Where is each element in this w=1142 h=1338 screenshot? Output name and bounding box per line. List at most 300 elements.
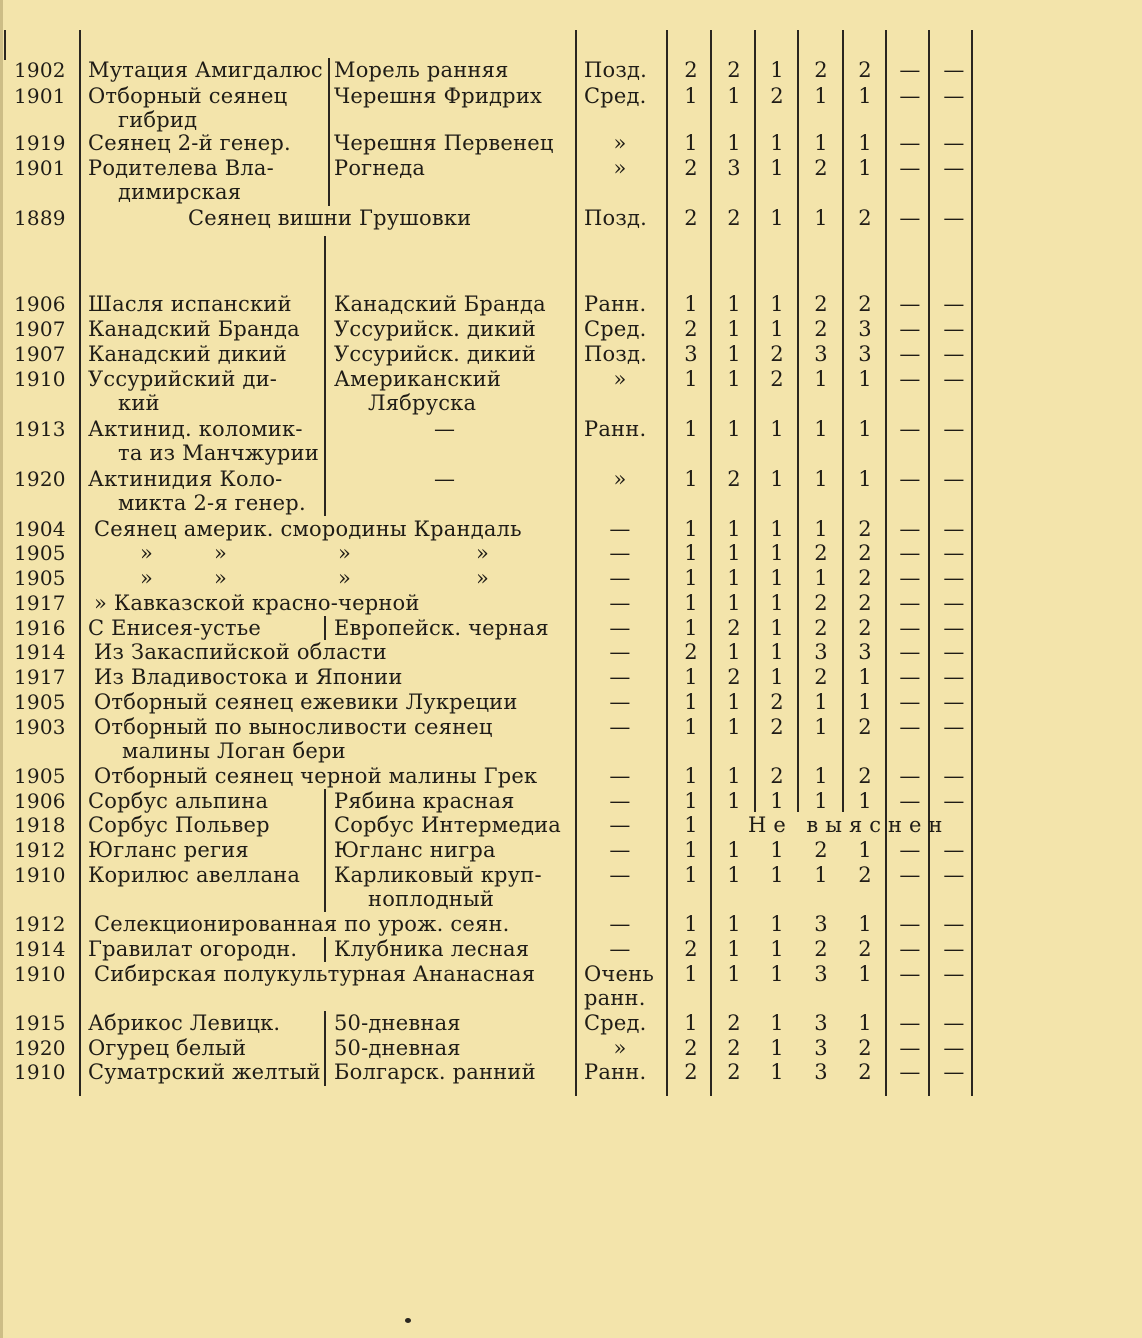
variety-cell: Шасля испанский <box>88 292 292 316</box>
score-cell: 2 <box>684 1060 698 1084</box>
score-cell: 1 <box>684 813 698 837</box>
empty-cell: — <box>943 317 965 341</box>
origin-span-cell: Селекционированная по урож. сеян. <box>94 912 510 936</box>
score-cell: 1 <box>727 912 741 936</box>
year-cell: 1907 <box>14 317 66 341</box>
empty-cell: — <box>899 1060 921 1084</box>
score-cell: 3 <box>858 640 872 664</box>
empty-cell: — <box>899 764 921 788</box>
origin-span-cell: Сибирская полукультурная Ананасная <box>94 962 536 986</box>
ripening-cell: — <box>609 640 631 664</box>
parent-cell: Карликовый круп- <box>334 863 542 887</box>
score-cell: 1 <box>727 863 741 887</box>
score-cell: 1 <box>684 131 698 155</box>
year-cell: 1920 <box>14 1036 66 1060</box>
empty-cell: — <box>899 1036 921 1060</box>
table-row <box>0 206 1142 230</box>
parent-cell: — <box>434 467 456 491</box>
score-cell: 1 <box>770 912 784 936</box>
variety-cell-continuation: микта 2-я генер. <box>118 491 306 515</box>
empty-cell: — <box>943 541 965 565</box>
score-cell: 3 <box>814 912 828 936</box>
score-cell: 2 <box>770 84 784 108</box>
empty-cell: — <box>899 863 921 887</box>
parent-cell: Уссурийск. дикий <box>334 317 536 341</box>
ripening-cell: — <box>609 912 631 936</box>
variety-cell-continuation: кий <box>118 391 160 415</box>
score-cell: 1 <box>727 417 741 441</box>
ripening-cell: — <box>609 517 631 541</box>
year-cell: 1910 <box>14 962 66 986</box>
variety-cell: Сорбус альпина <box>88 789 269 813</box>
empty-cell: — <box>899 838 921 862</box>
score-cell: 1 <box>858 690 872 714</box>
score-cell: 2 <box>684 58 698 82</box>
score-cell: 1 <box>727 937 741 961</box>
empty-cell: — <box>943 690 965 714</box>
parent-cell: — <box>434 417 456 441</box>
score-cell: 2 <box>684 640 698 664</box>
table-row <box>0 517 1142 541</box>
empty-cell: — <box>899 640 921 664</box>
variety-cell-continuation: гибрид <box>118 108 198 132</box>
parent-cell: Рогнеда <box>334 156 426 180</box>
table-row <box>0 962 1142 1010</box>
score-cell: 2 <box>684 317 698 341</box>
empty-cell: — <box>899 367 921 391</box>
empty-cell: — <box>943 665 965 689</box>
variety-cell: Канадский дикий <box>88 342 287 366</box>
variety-cell: Сорбус Польвер <box>88 813 270 837</box>
ripening-cell: » <box>613 131 627 155</box>
table-row <box>0 1011 1142 1035</box>
ripening-cell: » <box>613 367 627 391</box>
score-cell: 1 <box>858 912 872 936</box>
year-cell: 1906 <box>14 789 66 813</box>
ditto-mark: » <box>338 566 352 590</box>
year-cell: 1904 <box>14 517 66 541</box>
score-cell: 1 <box>684 912 698 936</box>
score-cell: 2 <box>858 616 872 640</box>
score-cell: 2 <box>770 690 784 714</box>
ripening-cell: Очень <box>584 962 654 986</box>
year-cell: 1914 <box>14 937 66 961</box>
ripening-cell: — <box>609 937 631 961</box>
score-cell: 1 <box>684 541 698 565</box>
score-cell: 1 <box>727 292 741 316</box>
score-cell: 1 <box>770 566 784 590</box>
origin-span-cell: Отборный по выносливости сеянец <box>94 715 493 739</box>
score-cell: 1 <box>684 467 698 491</box>
score-cell: 1 <box>770 417 784 441</box>
parent-cell: Югланс нигра <box>334 838 496 862</box>
score-cell: 1 <box>684 84 698 108</box>
score-cell: 2 <box>814 838 828 862</box>
parent-cell: Морель ранняя <box>334 58 509 82</box>
empty-cell: — <box>899 206 921 230</box>
score-cell: 1 <box>770 665 784 689</box>
score-cell: 1 <box>727 131 741 155</box>
score-cell: 1 <box>684 616 698 640</box>
score-cell: 1 <box>770 789 784 813</box>
origin-span-cell: Сеянец вишни Грушовки <box>188 206 472 230</box>
score-cell: 3 <box>814 1060 828 1084</box>
empty-cell: — <box>943 1060 965 1084</box>
empty-cell: — <box>943 640 965 664</box>
score-cell: 1 <box>727 84 741 108</box>
table-row <box>0 541 1142 565</box>
year-cell: 1918 <box>14 813 66 837</box>
score-cell: 1 <box>814 206 828 230</box>
score-cell: 1 <box>858 131 872 155</box>
table-row <box>0 1060 1142 1084</box>
empty-cell: — <box>899 342 921 366</box>
score-cell: 2 <box>770 764 784 788</box>
empty-cell: — <box>943 912 965 936</box>
score-cell: 1 <box>770 591 784 615</box>
score-cell: 1 <box>684 1011 698 1035</box>
ripening-cell: Сред. <box>584 84 647 108</box>
score-cell: 1 <box>684 591 698 615</box>
ripening-cell: — <box>609 789 631 813</box>
score-cell: 1 <box>727 764 741 788</box>
ripening-cell-continuation: ранн. <box>584 986 646 1010</box>
empty-cell: — <box>899 616 921 640</box>
empty-cell: — <box>943 863 965 887</box>
score-cell: 3 <box>814 962 828 986</box>
score-cell: 1 <box>858 665 872 689</box>
ditto-mark: » <box>338 541 352 565</box>
score-cell: 3 <box>814 1011 828 1035</box>
origin-span-cell: » Кавказской красно-черной <box>94 591 420 615</box>
year-cell: 1917 <box>14 665 66 689</box>
variety-cell: Уссурийский ди- <box>88 367 278 391</box>
empty-cell: — <box>943 764 965 788</box>
ripening-cell: — <box>609 690 631 714</box>
score-cell: 1 <box>814 417 828 441</box>
score-cell: 2 <box>858 292 872 316</box>
empty-cell: — <box>899 1011 921 1035</box>
score-cell: 1 <box>814 131 828 155</box>
parent-cell: 50-дневная <box>334 1011 461 1035</box>
score-cell: 1 <box>814 566 828 590</box>
empty-cell: — <box>899 665 921 689</box>
score-cell: 1 <box>684 764 698 788</box>
score-cell: 1 <box>684 715 698 739</box>
table-row <box>0 690 1142 714</box>
score-cell: 1 <box>814 789 828 813</box>
ripening-cell: — <box>609 566 631 590</box>
ripening-cell: Ранн. <box>584 292 647 316</box>
table-row <box>0 813 1142 837</box>
score-cell: 2 <box>727 1011 741 1035</box>
score-cell: 1 <box>684 665 698 689</box>
parent-cell: Черешня Фридрих <box>334 84 543 108</box>
variety-cell: Актинидия Коло- <box>88 467 283 491</box>
ripening-cell: » <box>613 467 627 491</box>
year-cell: 1910 <box>14 863 66 887</box>
parent-cell: Сорбус Интермедиа <box>334 813 561 837</box>
variety-cell: Мутация Амигдалюс <box>88 58 323 82</box>
score-cell: 1 <box>684 962 698 986</box>
score-cell: 1 <box>770 517 784 541</box>
origin-span-continuation: малины Логан бери <box>122 739 346 763</box>
ripening-cell: Сред. <box>584 1011 647 1035</box>
score-cell: 1 <box>684 517 698 541</box>
score-cell: 1 <box>770 206 784 230</box>
year-cell: 1903 <box>14 715 66 739</box>
ink-dot <box>405 1318 411 1323</box>
note-cell: Не выяснен <box>748 813 950 837</box>
score-cell: 1 <box>727 541 741 565</box>
ripening-cell: — <box>609 813 631 837</box>
score-cell: 2 <box>858 937 872 961</box>
year-cell: 1905 <box>14 541 66 565</box>
year-cell: 1907 <box>14 342 66 366</box>
score-cell: 1 <box>727 962 741 986</box>
score-cell: 2 <box>858 541 872 565</box>
score-cell: 1 <box>770 1060 784 1084</box>
score-cell: 1 <box>814 467 828 491</box>
variety-cell: Родителева Вла- <box>88 156 274 180</box>
empty-cell: — <box>899 690 921 714</box>
empty-cell: — <box>943 715 965 739</box>
score-cell: 2 <box>727 1060 741 1084</box>
table-row <box>0 417 1142 465</box>
score-cell: 2 <box>858 591 872 615</box>
score-cell: 2 <box>858 863 872 887</box>
parent-cell: 50-дневная <box>334 1036 461 1060</box>
score-cell: 2 <box>727 58 741 82</box>
empty-cell: — <box>899 156 921 180</box>
year-cell: 1919 <box>14 131 66 155</box>
empty-cell: — <box>943 156 965 180</box>
ripening-cell: — <box>609 665 631 689</box>
score-cell: 2 <box>858 1036 872 1060</box>
variety-cell: Суматрский желтый <box>88 1060 321 1084</box>
parent-cell-continuation: ноплодный <box>368 887 495 911</box>
score-cell: 2 <box>858 1060 872 1084</box>
table-row <box>0 156 1142 204</box>
parent-cell: Уссурийск. дикий <box>334 342 536 366</box>
parent-cell: Европейск. черная <box>334 616 549 640</box>
score-cell: 1 <box>684 838 698 862</box>
score-cell: 2 <box>727 665 741 689</box>
year-cell: 1901 <box>14 84 66 108</box>
empty-cell: — <box>943 467 965 491</box>
score-cell: 2 <box>858 764 872 788</box>
score-cell: 2 <box>814 317 828 341</box>
empty-cell: — <box>899 292 921 316</box>
empty-cell: — <box>899 937 921 961</box>
variety-cell-continuation: та из Манчжурии <box>118 441 319 465</box>
score-cell: 1 <box>727 640 741 664</box>
score-cell: 3 <box>858 317 872 341</box>
table-row <box>0 616 1142 640</box>
empty-cell: — <box>899 84 921 108</box>
ripening-cell: — <box>609 715 631 739</box>
score-cell: 1 <box>727 517 741 541</box>
score-cell: 1 <box>814 863 828 887</box>
ditto-mark: » <box>214 566 228 590</box>
score-cell: 1 <box>727 317 741 341</box>
year-cell: 1910 <box>14 1060 66 1084</box>
score-cell: 1 <box>684 367 698 391</box>
table-row <box>0 367 1142 415</box>
left-margin-rule <box>4 30 6 60</box>
score-cell: 2 <box>684 206 698 230</box>
table-row <box>0 937 1142 961</box>
score-cell: 2 <box>858 566 872 590</box>
table-row <box>0 640 1142 664</box>
empty-cell: — <box>943 58 965 82</box>
variety-cell: Югланс регия <box>88 838 249 862</box>
score-cell: 2 <box>858 58 872 82</box>
year-cell: 1920 <box>14 467 66 491</box>
score-cell: 2 <box>770 367 784 391</box>
ripening-cell: — <box>609 616 631 640</box>
ripening-cell: — <box>609 838 631 862</box>
year-cell: 1906 <box>14 292 66 316</box>
score-cell: 3 <box>814 342 828 366</box>
table-row <box>0 838 1142 862</box>
score-cell: 1 <box>770 541 784 565</box>
ripening-cell: Позд. <box>584 58 648 82</box>
score-cell: 2 <box>814 58 828 82</box>
parent-cell: Черешня Первенец <box>334 131 554 155</box>
ditto-mark: » <box>140 541 154 565</box>
origin-span-cell: Отборный сеянец черной малины Грек <box>94 764 538 788</box>
table-row <box>0 131 1142 155</box>
variety-cell: Гравилат огородн. <box>88 937 298 961</box>
table-row <box>0 863 1142 911</box>
score-cell: 2 <box>770 342 784 366</box>
score-cell: 1 <box>858 156 872 180</box>
table-row <box>0 1036 1142 1060</box>
table-row <box>0 715 1142 763</box>
empty-cell: — <box>943 789 965 813</box>
year-cell: 1915 <box>14 1011 66 1035</box>
parent-cell-continuation: Лябруска <box>368 391 477 415</box>
table-row <box>0 591 1142 615</box>
score-cell: 1 <box>770 616 784 640</box>
year-cell: 1916 <box>14 616 66 640</box>
parent-cell: Канадский Бранда <box>334 292 546 316</box>
score-cell: 1 <box>858 838 872 862</box>
empty-cell: — <box>943 962 965 986</box>
score-cell: 1 <box>770 467 784 491</box>
empty-cell: — <box>899 131 921 155</box>
score-cell: 2 <box>770 715 784 739</box>
score-cell: 1 <box>770 156 784 180</box>
score-cell: 1 <box>814 764 828 788</box>
score-cell: 1 <box>858 84 872 108</box>
score-cell: 2 <box>858 715 872 739</box>
score-cell: 1 <box>770 131 784 155</box>
ripening-cell: » <box>613 1036 627 1060</box>
score-cell: 1 <box>770 1011 784 1035</box>
score-cell: 2 <box>727 467 741 491</box>
variety-cell: Отборный сеянец <box>88 84 288 108</box>
parent-cell: Болгарск. ранний <box>334 1060 536 1084</box>
score-cell: 1 <box>770 1036 784 1060</box>
empty-cell: — <box>899 789 921 813</box>
score-cell: 1 <box>814 715 828 739</box>
score-cell: 1 <box>727 342 741 366</box>
year-cell: 1912 <box>14 838 66 862</box>
origin-span-cell: Из Закаспийской области <box>94 640 387 664</box>
ripening-cell: Сред. <box>584 317 647 341</box>
empty-cell: — <box>943 566 965 590</box>
score-cell: 2 <box>814 937 828 961</box>
year-cell: 1917 <box>14 591 66 615</box>
score-cell: 1 <box>770 58 784 82</box>
score-cell: 1 <box>727 715 741 739</box>
score-cell: 3 <box>727 156 741 180</box>
origin-span-cell: Из Владивостока и Японии <box>94 665 403 689</box>
empty-cell: — <box>899 715 921 739</box>
score-cell: 1 <box>727 789 741 813</box>
empty-cell: — <box>899 912 921 936</box>
score-cell: 1 <box>858 789 872 813</box>
score-cell: 3 <box>858 342 872 366</box>
variety-cell: Корилюс авеллана <box>88 863 301 887</box>
year-cell: 1905 <box>14 690 66 714</box>
score-cell: 2 <box>684 1036 698 1060</box>
empty-cell: — <box>943 1011 965 1035</box>
empty-cell: — <box>899 566 921 590</box>
score-cell: 1 <box>858 417 872 441</box>
score-cell: 2 <box>814 541 828 565</box>
score-cell: 1 <box>727 367 741 391</box>
score-cell: 2 <box>814 292 828 316</box>
table-row <box>0 342 1142 366</box>
ripening-cell: Ранн. <box>584 1060 647 1084</box>
score-cell: 1 <box>858 1011 872 1035</box>
variety-cell: Актинид. коломик- <box>88 417 303 441</box>
score-cell: 1 <box>770 863 784 887</box>
empty-cell: — <box>943 591 965 615</box>
ditto-mark: » <box>140 566 154 590</box>
score-cell: 1 <box>814 84 828 108</box>
score-cell: 1 <box>770 937 784 961</box>
empty-cell: — <box>899 317 921 341</box>
score-cell: 1 <box>684 690 698 714</box>
ripening-cell: — <box>609 591 631 615</box>
year-cell: 1905 <box>14 566 66 590</box>
score-cell: 1 <box>684 863 698 887</box>
empty-cell: — <box>899 517 921 541</box>
parent-cell: Рябина красная <box>334 789 515 813</box>
score-cell: 1 <box>727 838 741 862</box>
score-cell: 2 <box>684 156 698 180</box>
empty-cell: — <box>943 206 965 230</box>
score-cell: 1 <box>770 292 784 316</box>
empty-cell: — <box>943 838 965 862</box>
empty-cell: — <box>943 342 965 366</box>
score-cell: 1 <box>814 690 828 714</box>
table-row <box>0 317 1142 341</box>
score-cell: 1 <box>684 789 698 813</box>
score-cell: 2 <box>858 206 872 230</box>
ripening-cell: Позд. <box>584 206 648 230</box>
score-cell: 1 <box>814 517 828 541</box>
score-cell: 1 <box>858 467 872 491</box>
variety-cell: Канадский Бранда <box>88 317 300 341</box>
year-cell: 1889 <box>14 206 66 230</box>
ripening-cell: — <box>609 541 631 565</box>
year-cell: 1905 <box>14 764 66 788</box>
